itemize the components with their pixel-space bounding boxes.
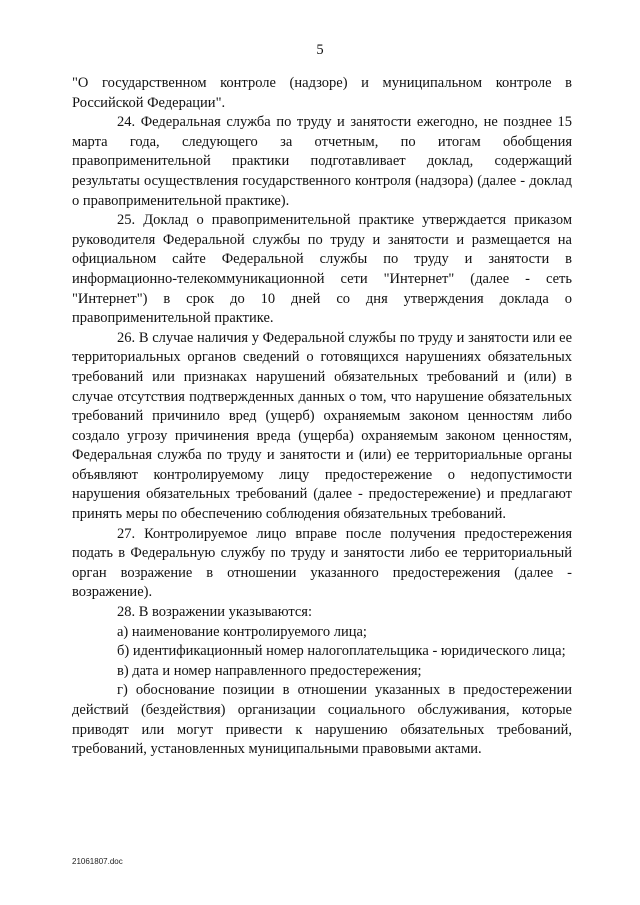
list-item-v: в) дата и номер направленного предостережения; <box>117 662 422 679</box>
footer-filename: 21061807.doc <box>72 857 123 866</box>
paragraph-24: 24. Федеральная служба по труду и занятости ежегодно, не позднее 15 марта года, следующего за отчетным, по итогам обобщения правоприменительной практики подготавливает доклад, содержащий результаты осуществления государственного контроля (надзора) (далее - доклад о правоприменительной практике). <box>72 114 572 209</box>
paragraph-28: 28. В возражении указываются: <box>117 604 312 621</box>
paragraph-continuation: "О государственном контроле (надзоре) и муниципальном контроле в Российской Федерации". <box>72 75 572 111</box>
page-number: 5 <box>316 42 324 58</box>
document-body <box>72 74 572 760</box>
list-item-b: б) идентификационный номер налогоплательщика - юридического лица; <box>117 643 566 660</box>
paragraph-25: 25. Доклад о правоприменительной практике утверждается приказом руководителя Федеральной службы по труду и занятости и размещается на официальном сайте Федеральной службы по труду и занятости в информационно-телекоммуникационной сети "Интернет" (далее - сеть "Интернет") в срок до 10 дней со дня утверждения доклада о правоприменительной практике. <box>72 212 572 327</box>
list-item-g: г) обоснование позиции в отношении указанных в предостережении действий (бездействия) организации социального обслуживания, которые приводят или могут привести к нарушению обязательных требований, требований, установленных муниципальными правовыми актами. <box>72 682 572 758</box>
paragraph-27: 27. Контролируемое лицо вправе после получения предостережения подать в Федеральную службу по труду и занятости либо ее территориальный орган возражение в отношении указанного предостережения (далее - возражение). <box>72 525 572 601</box>
paragraph-26: 26. В случае наличия у Федеральной службы по труду и занятости или ее территориальных органов сведений о готовящихся нарушениях обязательных требований или признаках нарушений обязательных требований и (или) в случае отсутствия подтвержденных данных о том, что нарушение обязательных требований причинило вред (ущерб) охраняемым законом ценностям либо создало угрозу причинения вреда (ущерба) охраняемым законом ценностям, Федеральная служба по труду и занятости и (или) ее территориальные органы объявляют контролируемому лицу предостережение о недопустимости нарушения обязательных требований (далее - предостережение) и предлагают принять меры по обеспечению соблюдения обязательных требований. <box>72 329 572 523</box>
list-item-a: а) наименование контролируемого лица; <box>117 623 367 640</box>
